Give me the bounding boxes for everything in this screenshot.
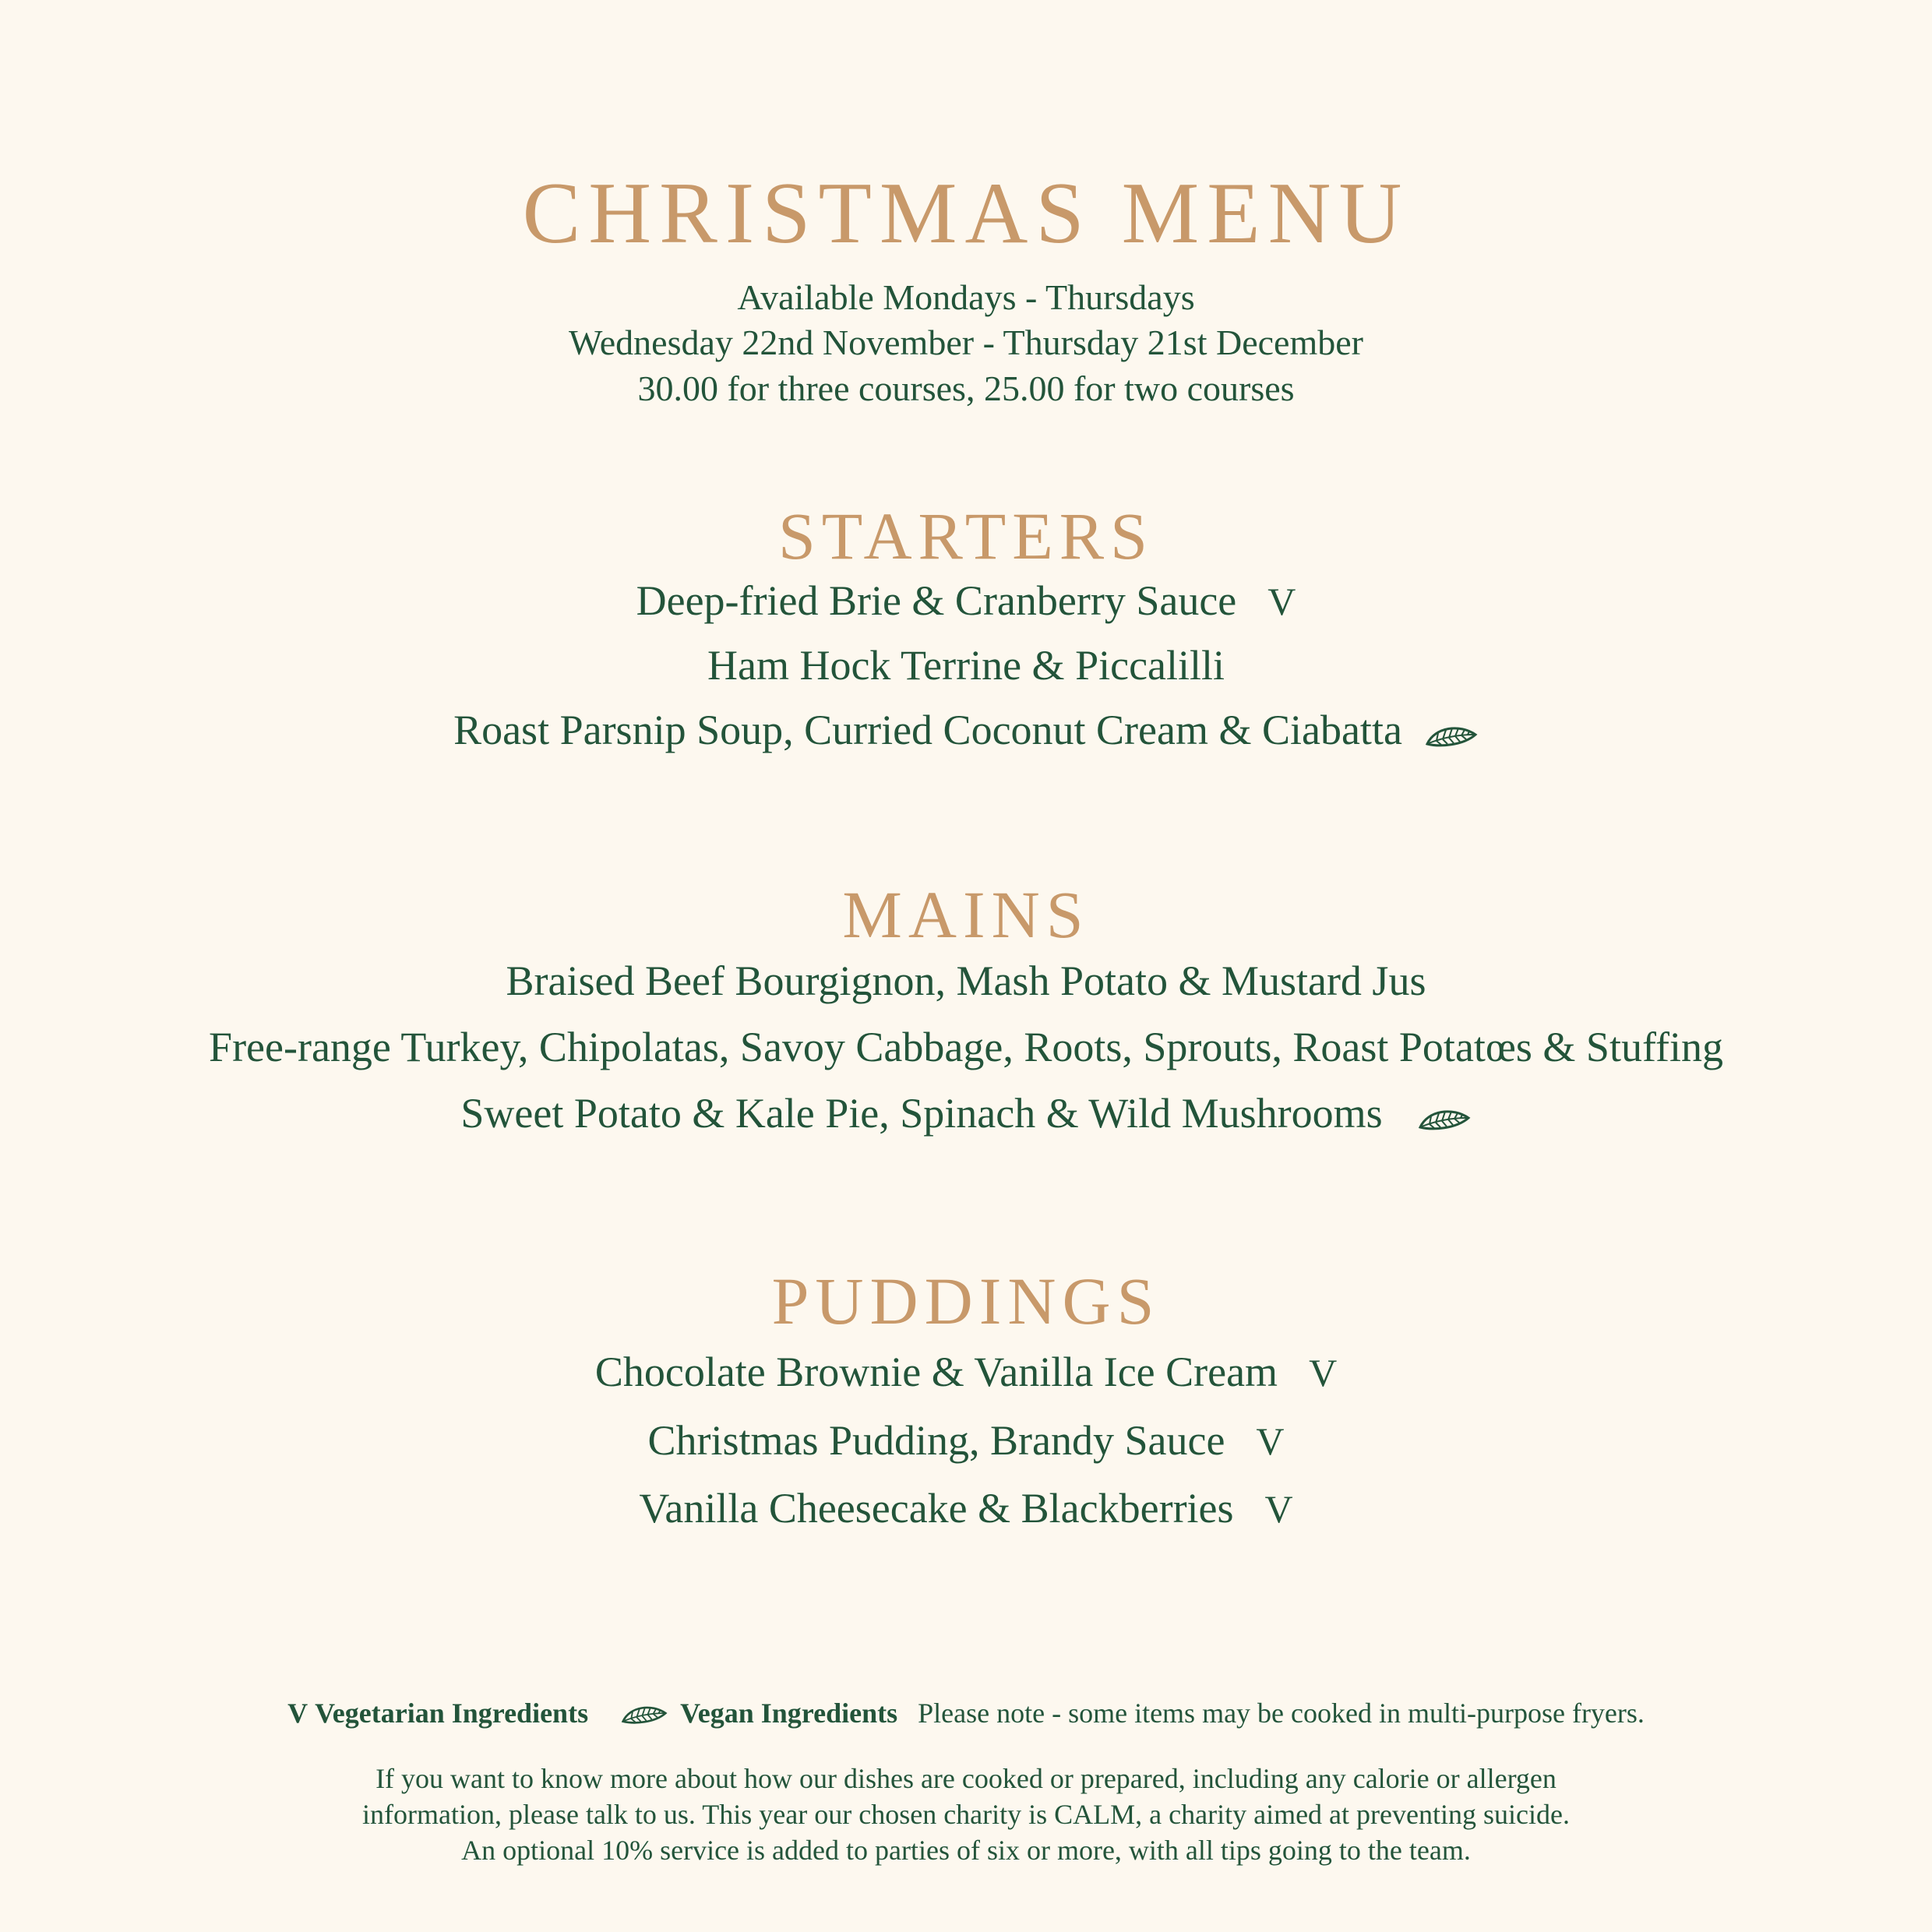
menu-item (0, 1484, 1932, 1532)
menu-item (0, 576, 1932, 625)
menu-item-name: Sweet Potato & Kale Pie, Spinach & Wild Mushrooms (460, 1090, 1383, 1137)
starters-heading: STARTERS (777, 499, 1155, 573)
leaf-icon (619, 1700, 669, 1733)
menu-item-name: Ham Hock Terrine & Piccalilli (707, 642, 1225, 689)
fryer-note: Please note - some items may be cooked in multi-purpose fryers. (918, 1698, 1645, 1729)
page-title: CHRISTMAS MENU (522, 165, 1410, 262)
vegetarian-label: Vegetarian Ingredients (315, 1698, 589, 1729)
footer-line: An optional 10% service is added to parties of six or more, with all tips going to the team. (461, 1835, 1471, 1866)
menu-item-name: Christmas Pudding, Brandy Sauce (647, 1417, 1225, 1464)
menu-item (0, 641, 1932, 689)
leaf-icon (1424, 710, 1479, 759)
date-range-text: Wednesday 22nd November - Thursday 21st December (569, 323, 1363, 362)
leaf-icon (1417, 1094, 1472, 1142)
menu-item (0, 706, 1932, 759)
menu-item (0, 1023, 1932, 1071)
vegetarian-mark: V (1264, 1487, 1293, 1531)
footer-line: information, please talk to us. This year our chosen charity is CALM, a charity aimed at preventing suicide. (362, 1799, 1570, 1830)
menu-item-name: Deep-fried Brie & Cranberry Sauce (636, 577, 1237, 624)
vegetarian-mark: V (1309, 1351, 1338, 1394)
vegetarian-mark: V (1256, 1419, 1285, 1463)
menu-item (0, 1348, 1932, 1396)
dietary-legend (0, 1697, 1932, 1733)
mains-heading: MAINS (842, 877, 1090, 952)
footer-line: If you want to know more about how our dishes are cooked or prepared, including any calorie or allergen (375, 1763, 1557, 1794)
menu-item (0, 1416, 1932, 1465)
puddings-heading: PUDDINGS (771, 1264, 1161, 1338)
availability-text: Available Mondays - Thursdays (737, 277, 1195, 317)
menu-item (0, 957, 1932, 1005)
menu-item-name: Vanilla Cheesecake & Blackberries (639, 1485, 1234, 1532)
menu-item-name: Chocolate Brownie & Vanilla Ice Cream (594, 1349, 1278, 1395)
menu-item-name: Free-range Turkey, Chipolatas, Savoy Cabbage, Roots, Sprouts, Roast Potatœs & Stuffing (209, 1024, 1723, 1070)
vegetarian-mark: V (1267, 580, 1296, 623)
menu-item (0, 1089, 1932, 1142)
vegetarian-symbol: V (287, 1698, 308, 1729)
menu-item-name: Roast Parsnip Soup, Curried Coconut Cream & Ciabatta (453, 707, 1402, 753)
pricing-text: 30.00 for three courses, 25.00 for two courses (637, 368, 1295, 408)
menu-item-name: Braised Beef Bourgignon, Mash Potato & Mustard Jus (506, 957, 1426, 1004)
vegan-label: Vegan Ingredients (680, 1698, 898, 1729)
